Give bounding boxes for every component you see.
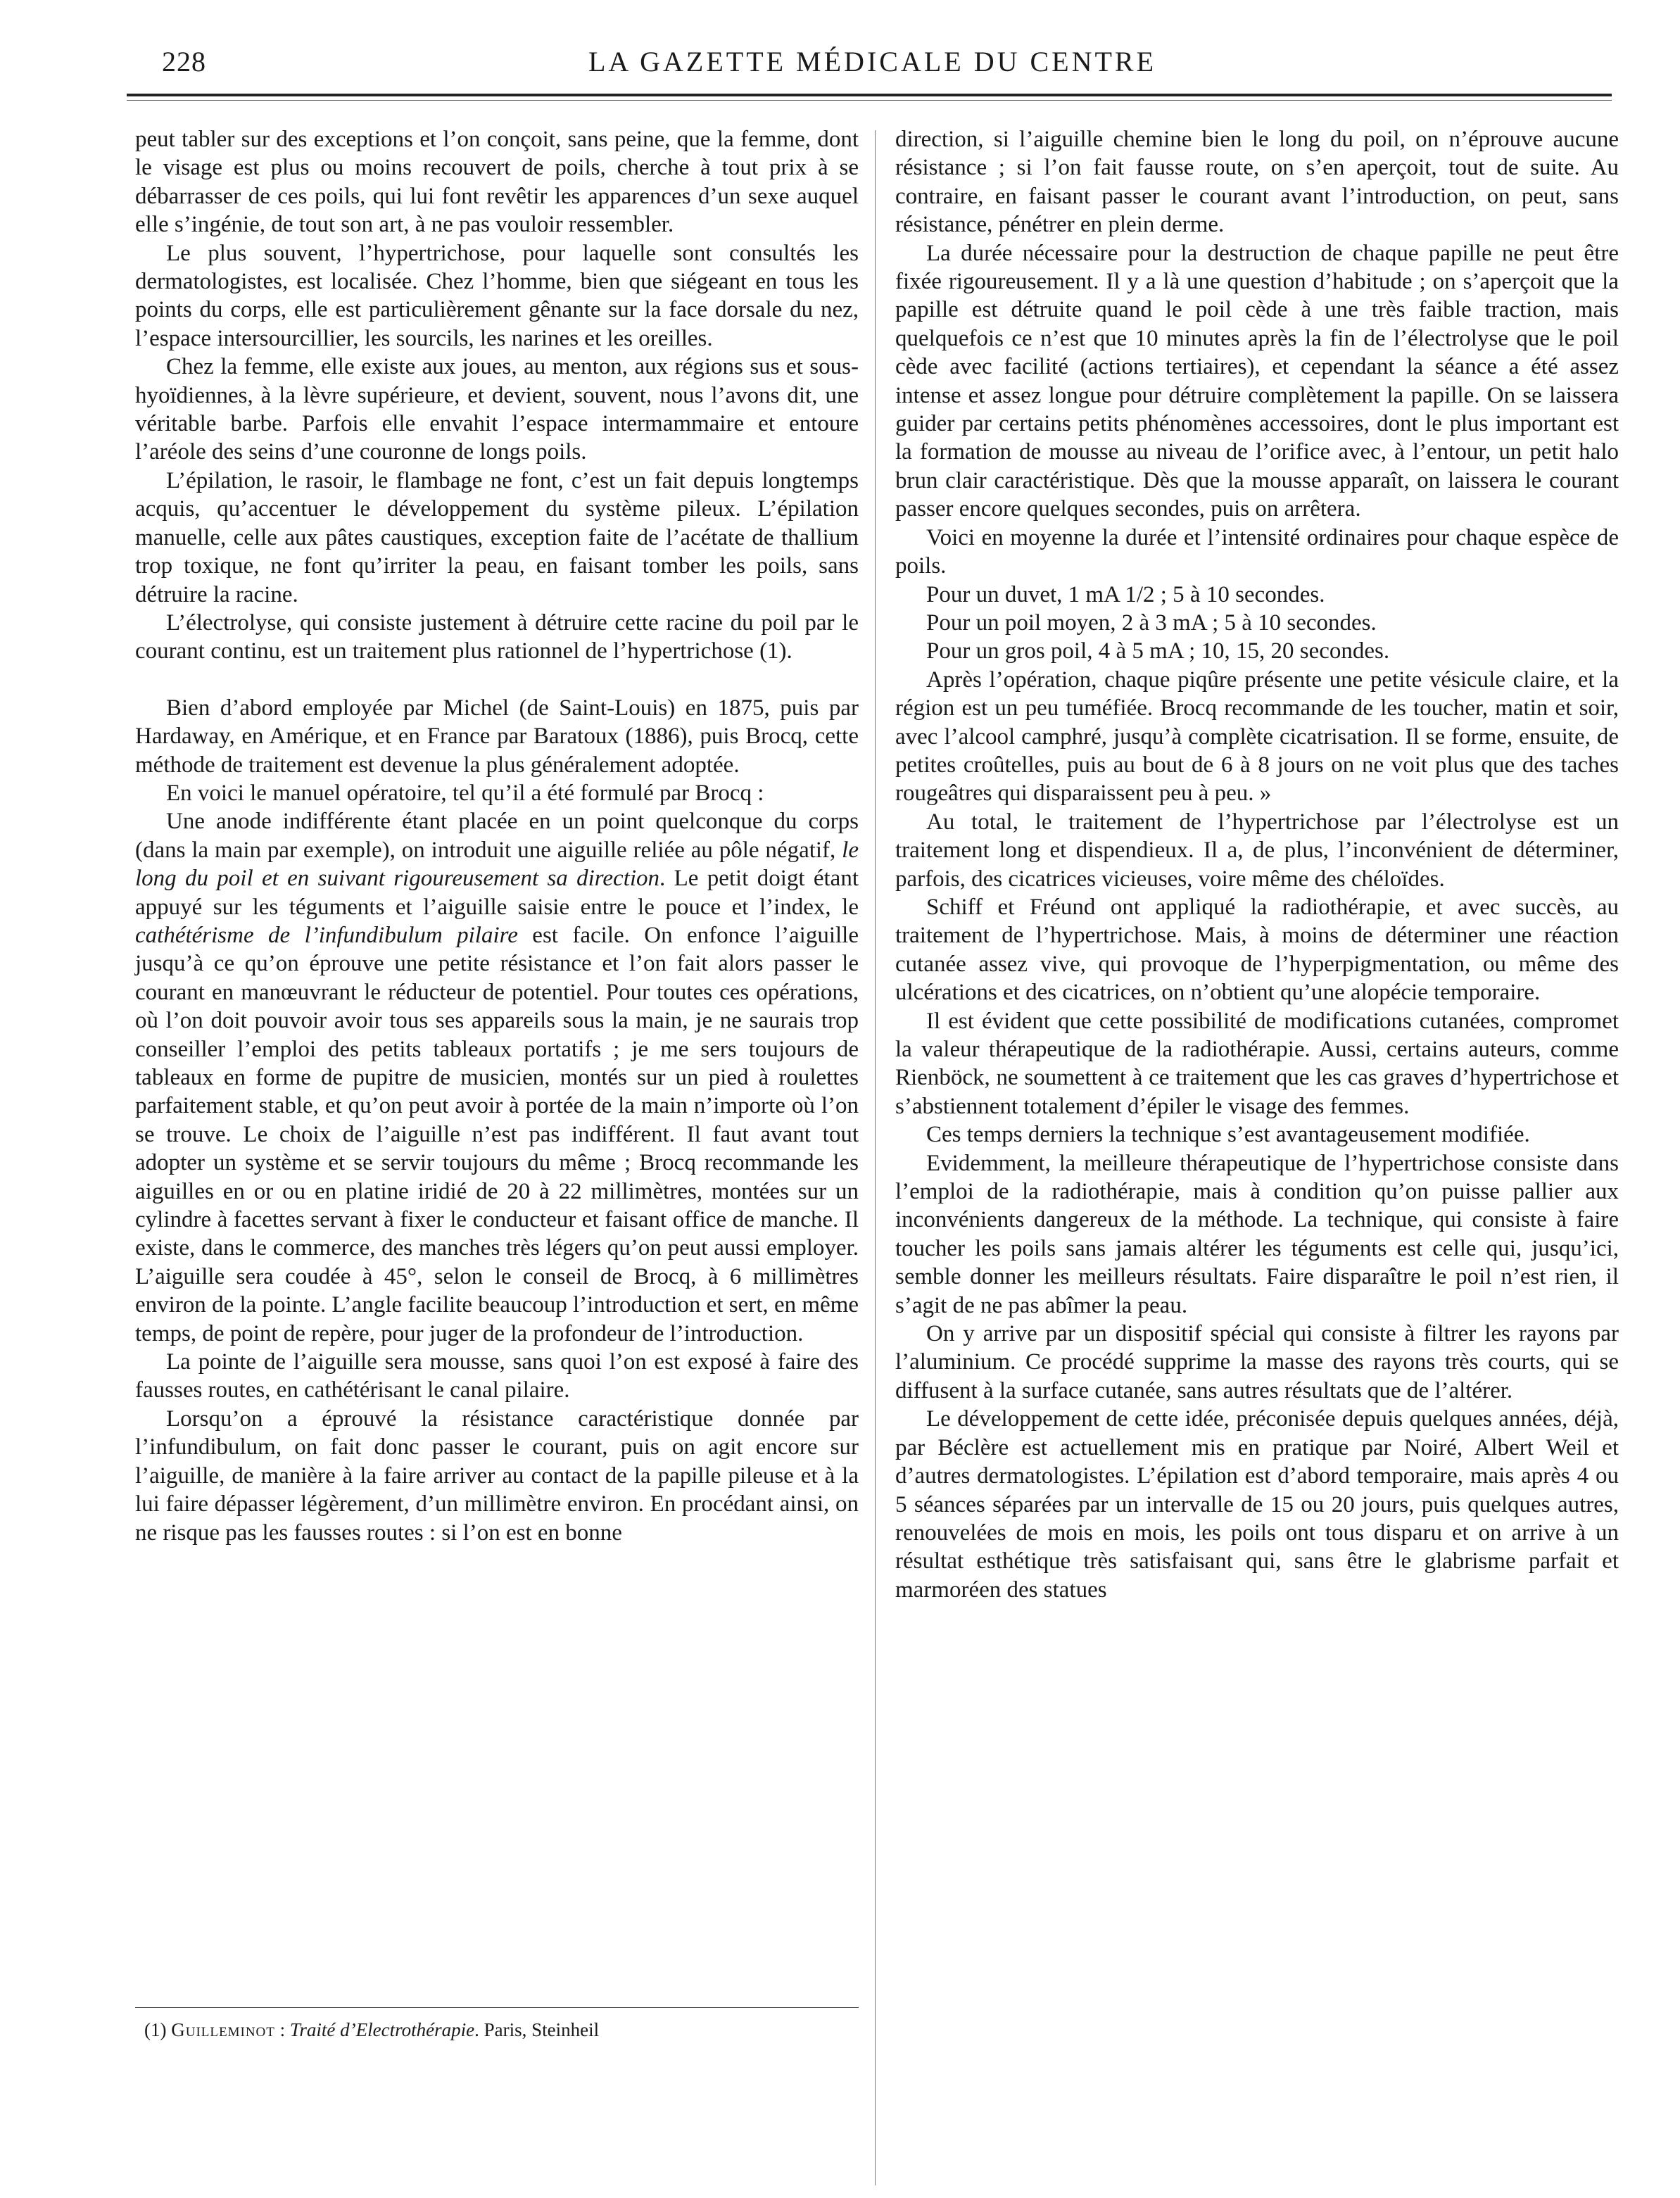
paragraph: Au total, le traitement de l’hypertrichose par l’électrolyse est un traitement long et dispendieux. Il a, de plus, l’inconvénient de déterminer, parfois, des cicatrices vicieuses, voire même des chéloïdes. (895, 809, 1619, 892)
running-title: LA GAZETTE MÉDICALE DU CENTRE (588, 46, 1157, 77)
paragraph: Chez la femme, elle existe aux joues, au menton, aux régions sus et sous-hyoïdiennes, à la lèvre supérieure, et devient, souvent, nous l’avons dit, une véritable barbe. Parfois elle envahit l’espace intermammaire et entoure l’aréole des seins d’une couronne de longs poils. (135, 354, 859, 465)
spec-line: Pour un gros poil, 4 à 5 mA ; 10, 15, 20 secondes. (926, 638, 1390, 664)
paragraph: La pointe de l’aiguille sera mousse, sans quoi l’on est exposé à faire des fausses routes, en cathétérisant le canal pilaire. (135, 1349, 859, 1403)
footnote-rest: . Paris, Steinheil (474, 2019, 600, 2040)
paragraph: Le plus souvent, l’hypertrichose, pour laquelle sont consultés les dermatologistes, est localisée. Chez l’homme, bien que siégeant en tous les points du corps, elle est particulièrement gênante sur la face dorsale du nez, l’espace intersourcillier, les sourcils, les narines et les oreilles. (135, 240, 859, 351)
spec-line: Pour un duvet, 1 mA 1/2 ; 5 à 10 secondes. (926, 581, 1325, 607)
text-run: . Le petit doigt étant appuyé sur les téguments et l’aiguille saisie entre le pouce et l’index, le (135, 866, 859, 920)
paragraph: peut tabler sur des exceptions et l’on conçoit, sans peine, que la femme, dont le visage est plus ou moins recouvert de poils, cherche à tout prix à se débarrasser de ces poils, qui lui font revêtir les apparences d’un sexe auquel elle s’ingénie, de tout son art, à ne pas vouloir ressembler. (135, 127, 859, 238)
footnote-marker: (1) (144, 2019, 167, 2040)
column-divider (875, 130, 876, 2185)
paragraph: direction, si l’aiguille chemine bien le long du poil, on n’éprouve aucune résistance ; si l’on fait fausse route, on s’en aperçoit, tout de suite. Au contraire, en faisant passer le courant avant l’introduction, on peut, sans résistance, pénétrer en plein derme. (895, 127, 1619, 238)
paragraph: Bien d’abord employée par Michel (de Saint-Louis) en 1875, puis par Hardaway, en Amérique, et en France par Baratoux (1886), puis Brocq, cette méthode de traitement est devenue la plus généralement adoptée. (135, 695, 859, 778)
paragraph: Schiff et Fréund ont appliqué la radiothérapie, et avec succès, au traitement de l’hypertrichose. Mais, à moins de déterminer une réaction cutanée assez vive, qui provoque de l’hyperpigmentation, ou même des ulcérations et des cicatrices, on n’obtient qu’une alopécie temporaire. (895, 894, 1619, 1006)
text-run: est facile. On enfonce l’aiguille jusqu’à ce qu’on éprouve une petite résistance et l’on fait alors passer le courant en manœuvrant le réducteur de potentiel. Pour toutes ces opérations, où l’on doit pouvoir avoir tous ses appareils sous la main, je ne saurais trop conseiller l’emploi des petits tableaux portatifs ; je me sers toujours de tableaux en forme de pupitre de musicien, montés sur un pied à roulettes parfaitement stable, et qu’on peut avoir à portée de la main n’importe où l’on se trouve. Le choix de l’aiguille n’est pas indifférent. Il faut avant tout adopter un système et se servir toujours du même ; Brocq recommande les aiguilles en or ou en platine iridié de 20 à 22 millimètres, montées sur un cylindre à facettes servant à fixer le conducteur et faisant office de manche. Il existe, dans le commerce, des manches très légers qu’on peut aussi employer. L’aiguille sera coudée à 45°, selon le conseil de Brocq, à 6 millimètres environ de la pointe. L’angle facilite beaucoup l’introduction et sert, en même temps, de point de repère, pour juger de la profondeur de l’introduction. (135, 922, 859, 1346)
paragraph: La durée nécessaire pour la destruction de chaque papille ne peut être fixée rigoureusement. Il y a là une question d’habitude ; on s’aperçoit que la papille est détruite quand le poil cède à une très faible traction, mais quelquefois ce n’est que 10 minutes après la fin de l’électrolyse que le poil cède avec facilité (actions tertiaires), et cependant la séance a été assez intense et assez longue pour détruire complètement la papille. On se laissera guider par certains petits phénomènes accessoires, dont le plus important est la formation de mousse au niveau de l’orifice avec, à l’entour, un petit halo brun clair caractéristique. Dès que la mousse apparaît, on laissera le courant passer encore quelques secondes, puis on arrêtera. (895, 240, 1619, 522)
header-rule (127, 94, 1612, 96)
italic-run: cathétérisme de l’infundibulum pilaire (135, 922, 518, 948)
paragraph: Voici en moyenne la durée et l’intensité ordinaires pour chaque espèce de poils. (895, 524, 1619, 579)
page-number: 228 (162, 46, 206, 77)
paragraph: Lorsqu’on a éprouvé la résistance caractéristique donnée par l’infundibulum, on fait donc passer le courant, puis on agit encore sur l’aiguille, de manière à la faire arriver au contact de la papille pileuse et à la lui faire dépasser légèrement, d’un millimètre environ. En procédant ainsi, on ne risque pas les fausses routes : si l’on est en bonne (135, 1406, 859, 1546)
paragraph: Ces temps derniers la technique s’est avantageusement modifiée. (926, 1122, 1530, 1148)
italic-run: le long du poil et en suivant rigoureusement sa direction (135, 837, 859, 892)
spec-line: Pour un poil moyen, 2 à 3 mA ; 5 à 10 secondes. (926, 609, 1377, 636)
paragraph: L’épilation, le rasoir, le flambage ne font, c’est un fait depuis longtemps acquis, qu’accentuer le développement du système pileux. L’épilation manuelle, celle aux pâtes caustiques, exception faite de l’acétate de thallium trop toxique, ne font qu’irriter la peau, en faisant tomber les poils, sans détruire la racine. (135, 467, 859, 607)
footnote-work: Traité d’Electrothérapie (289, 2019, 475, 2040)
paragraph: On y arrive par un dispositif spécial qui consiste à filtrer les rayons par l’aluminium. Ce procédé supprime la masse des rayons très courts, qui se diffusent à la surface cutanée, sans autres résultats que de l’altérer. (895, 1321, 1619, 1403)
page-header (138, 41, 1539, 90)
footnote (144, 2017, 859, 2042)
left-column (135, 125, 859, 1547)
paragraph: En voici le manuel opératoire, tel qu’il a été formulé par Brocq : (166, 780, 764, 806)
footnote-separator: : (274, 2019, 290, 2040)
paragraph: Evidemment, la meilleure thérapeutique de l’hypertrichose consiste dans l’emploi de la radiothérapie, mais à condition qu’on puisse pallier aux inconvénients dangereux de la méthode. La technique, qui consiste à faire toucher les poils sans jamais altérer les téguments est celle qui, jusqu’ici, semble donner les meilleurs résultats. Faire disparaître le poil n’est rien, il s’agit de ne pas abîmer la peau. (895, 1150, 1619, 1318)
paragraph: Après l’opération, chaque piqûre présente une petite vésicule claire, et la région est un peu tuméfiée. Brocq recommande de les toucher, matin et soir, avec l’alcool camphré, jusqu’à complète cicatrisation. Il se forme, ensuite, de petites croûtelles, puis au bout de 6 à 8 jours on ne voit plus que des taches rougeâtres qui disparaissent peu à peu. » (895, 667, 1619, 807)
footnote-rule (135, 2007, 859, 2008)
footnote-author: Guilleminot (171, 2019, 275, 2040)
paragraph: Le développement de cette idée, préconisée depuis quelques années, déjà, par Béclère est actuellement mis en pratique par Noiré, Albert Weil et d’autres dermatologistes. L’épilation est d’abord temporaire, mais après 4 ou 5 séances séparées par un intervalle de 15 ou 20 jours, puis quelques autres, renouvelées de mois en mois, les poils ont tous disparu et on arrive à un résultat esthétique très satisfaisant qui, sans être le glabrisme parfait et marmoréen des statues (895, 1406, 1619, 1603)
paragraph: Il est évident que cette possibilité de modifications cutanées, compromet la valeur thérapeutique de la radiothérapie. Aussi, certains auteurs, comme Rienböck, ne soumettent à ce traitement que les cas graves d’hypertrichose et s’abstiennent totalement d’épiler le visage des femmes. (895, 1008, 1619, 1119)
quoted-paragraph (135, 807, 859, 1348)
header-rule-thin (127, 100, 1612, 101)
right-column (895, 125, 1619, 1604)
text-run: Une anode indifférente étant placée en un point quelconque du corps (dans la main par exemple), on introduit une aiguille reliée au pôle négatif, (135, 809, 859, 863)
paragraph: L’électrolyse, qui consiste justement à détruire cette racine du poil par le courant continu, est un traitement plus rationnel de l’hypertrichose (1). (135, 609, 859, 664)
